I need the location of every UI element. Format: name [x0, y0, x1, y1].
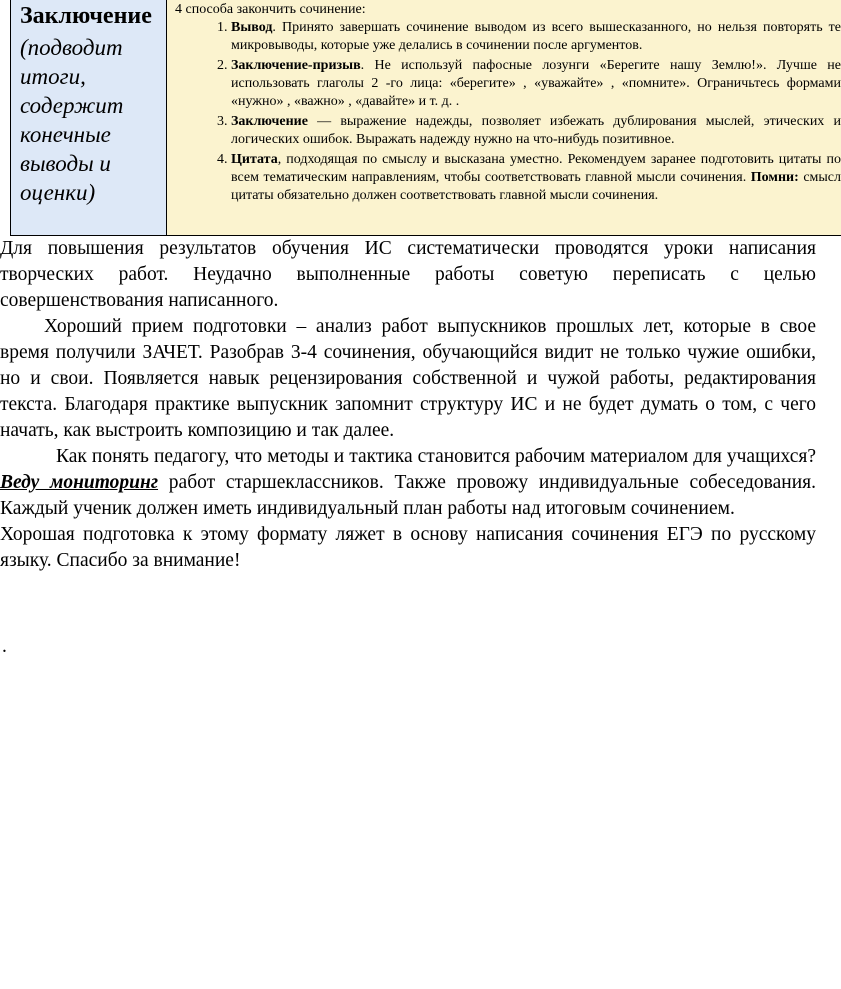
item-text: — выражение надежды, позволяет избежать дублирования мыслей, этических и логических ошибок. Выражать надежду нужно на что-нибудь позитивное. — [231, 114, 841, 147]
item-term: Цитата — [231, 152, 278, 167]
list-item — [231, 113, 841, 149]
emphasis-text: Веду мониторинг — [0, 472, 159, 493]
item-term: Вывод — [231, 20, 273, 35]
list-intro: 4 способа закончить сочинение: — [175, 2, 366, 17]
conclusion-table — [10, 0, 841, 236]
cell-title: Заключение — [20, 3, 152, 29]
paragraph: Хороший прием подготовки – анализ работ выпускников прошлых лет, которые в свое время получили ЗАЧЕТ. Разобрав 3-4 сочинения, обучающийся видит не только чужие ошибки, но и свои. Появляется навык рецензирования собственной и чужой работы, редактирования текста. Благодаря практике выпускник запомнит структуру ИС и не будет думать о том, с чего начать, как выстроить композицию и так далее. — [0, 316, 816, 441]
item-text: , подходящая по смыслу и высказана уместно. Рекомендуем заранее подготовить цитаты по всем тематическим направлениям, чтобы соответствовать главной мысли сочинения. — [231, 152, 841, 185]
table-left-cell — [11, 0, 167, 235]
paragraph: Хорошая подготовка к этому формату ляжет в основу написания сочинения ЕГЭ по русскому языку. Спасибо за внимание! — [0, 524, 816, 571]
item-term: Заключение — [231, 114, 308, 129]
list-item — [231, 19, 841, 55]
trailing-dot: . — [2, 636, 7, 657]
item-note-text: смысл цитаты обязательно должен соответствовать главной мысли сочинения. — [231, 170, 841, 203]
paragraph-text: работ старшеклассников. Также провожу индивидуальные собеседования. Каждый ученик должен иметь индивидуальный план работы над итоговым сочинением. — [0, 472, 816, 519]
list-item — [231, 57, 841, 111]
methods-list — [175, 19, 841, 205]
list-item — [231, 151, 841, 205]
paragraph-text: Как понять педагогу, что методы и тактика становится рабочим материалом для учащихся? — [56, 446, 816, 467]
table-right-cell — [167, 0, 841, 235]
item-text: . Принято завершать сочинение выводом из всего вышесказанного, но нельзя повторять те микровыводы, которые уже делались в сочинении после аргументов. — [231, 20, 841, 53]
cell-subtitle: (подводит итоги, содержит конечные выводы и оценки) — [20, 35, 124, 205]
paragraph — [0, 444, 816, 522]
item-note-term: Помни: — [750, 170, 799, 185]
item-term: Заключение-призыв — [231, 58, 361, 73]
item-text: . Не используй пафосные лозунги «Берегите нашу Землю!». Лучше не использовать глаголы 2 -го лица: «берегите» , «уважайте» , «помните». Ограничьтесь формами «нужно» , «важно» , «давайте» и т. д. . — [231, 58, 841, 109]
paragraph: Для повышения результатов обучения ИС систематически проводятся уроки написания творческих работ. Неудачно выполненные работы советую переписать с целью совершенствования написанного. — [0, 238, 816, 311]
body-text — [0, 236, 816, 574]
